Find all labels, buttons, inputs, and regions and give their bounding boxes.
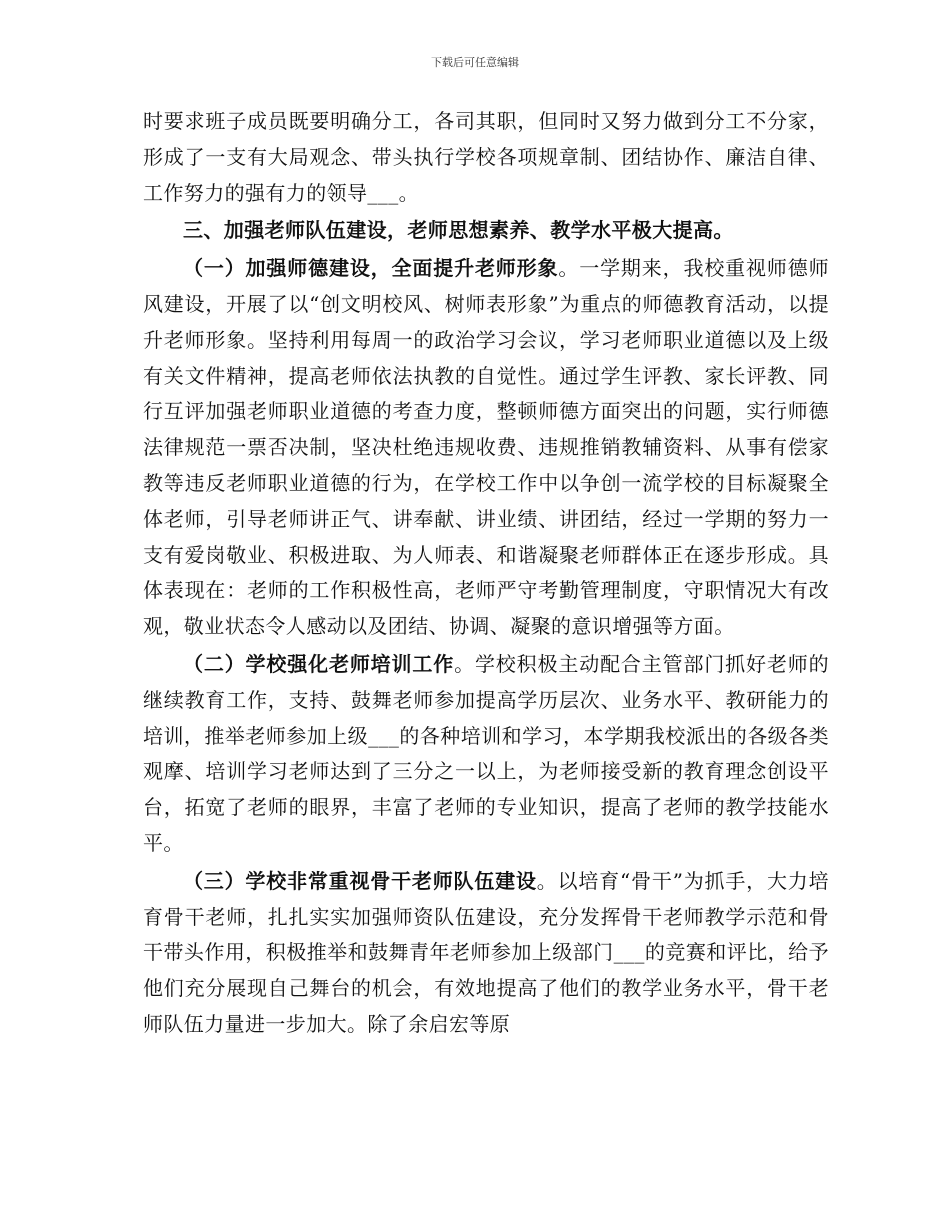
paragraph-continued: 时要求班子成员既要明确分工，各司其职，但同时又努力做到分工不分家，形成了一支有大局观念、带头执行学校各项规章制、团结协作、廉洁自律、工作努力的强有力的领导___。 <box>143 109 829 205</box>
subheading-backbone-teachers: （三）学校非常重视骨干老师队伍建设 <box>183 868 537 893</box>
document-body <box>143 104 829 1045</box>
paragraph-backbone-teachers <box>143 864 829 1043</box>
page-header: 下载后可任意编辑 <box>431 56 519 69</box>
paragraph-teacher-training-text: 。学校积极主动配合主管部门抓好老师的继续教育工作，支持、鼓舞老师参加提高学历层次、业务水平、教研能力的培训，推举老师参加上级___的各种培训和学习，本学期我校派出的各级各类观摩、培训学习老师达到了三分之一以上，为老师接受新的教育理念创设平台，拓宽了老师的眼界，丰富了老师的专业知识，提高了老师的教学技能水平。 <box>143 651 829 855</box>
section-heading: 三、加强老师队伍建设，老师思想素养、教学水平极大提高。 <box>183 218 734 243</box>
paragraph-backbone-teachers-text: 。以培育“骨干”为抓手，大力培育骨干老师，扎扎实实加强师资队伍建设，充分发挥骨干老师教学示范和骨干带头作用，积极推举和鼓舞青年老师参加上级部门___的竞赛和评比，给予他们充分展现自己舞台的机会，有效地提高了他们的教学业务水平，骨干老师队伍力量进一步加大。除了余启宏等原 <box>143 868 829 1036</box>
subheading-teacher-training: （二）学校强化老师培训工作 <box>183 651 455 676</box>
paragraph-teacher-ethics-text: 。一学期来，我校重视师德师风建设，开展了以“创文明校风、树师表形象”为重点的师德教育活动，以提升老师形象。坚持利用每周一的政治学习会议，学习老师职业道德以及上级有关文件精神，提高老师依法执教的自觉性。通过学生评教、家长评教、同行互评加强老师职业道德的考查力度，整顿师德方面突出的问题，实行师德法律规范一票否决制，坚决杜绝违规收费、违规推销教辅资料、从事有偿家教等违反老师职业道德的行为，在学校工作中以争创一流学校的目标凝聚全体老师，引导老师讲正气、讲奉献、讲业绩、讲团结，经过一学期的努力一支有爱岗敬业、积极进取、为人师表、和谐凝聚老师群体正在逐步形成。具体表现在：老师的工作积极性高，老师严守考勤管理制度，守职情况大有改观，敬业状态令人感动以及团结、协调、凝聚的意识增强等方面。 <box>143 256 829 639</box>
paragraph-teacher-training <box>143 647 829 862</box>
subheading-teacher-ethics: （一）加强师德建设，全面提升老师形象 <box>183 256 559 281</box>
paragraph-teacher-ethics <box>143 251 829 645</box>
